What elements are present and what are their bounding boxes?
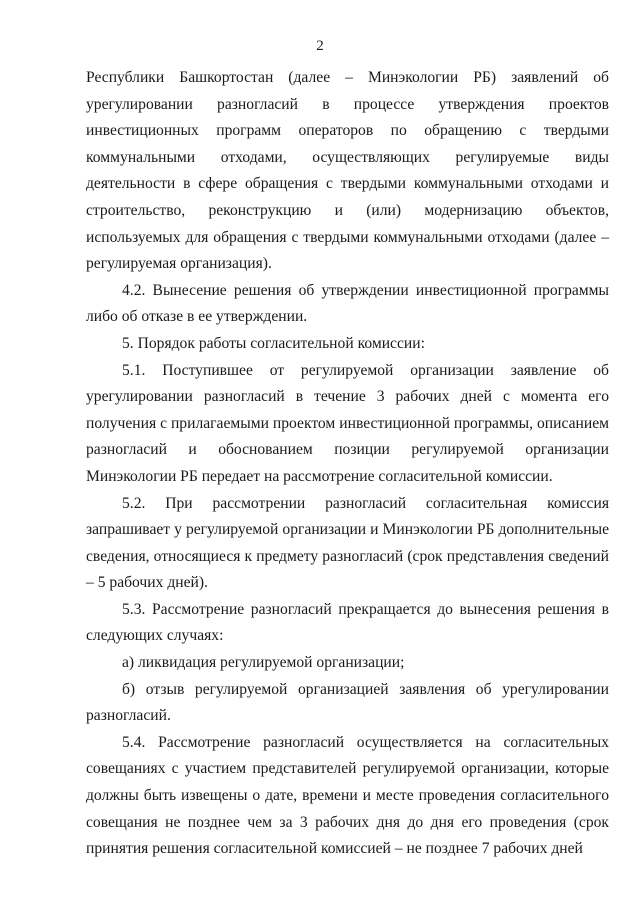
paragraph-5-1: 5.1. Поступившее от регулируемой организации заявление об урегулировании разногласий в течение 3 рабочих дней с момента его получения с прилагаемыми проектом инвестиционной программы, описанием разногласий и обоснованием позиции регулируемой организации Минэкологии РБ передает на рассмотрение согласительной комиссии. (86, 361, 609, 485)
page-number: 2 (316, 38, 324, 54)
paragraph-5: 5. Порядок работы согласительной комиссии: (122, 334, 425, 352)
document-body (86, 65, 609, 863)
paragraph-5-3: 5.3. Рассмотрение разногласий прекращается до вынесения решения в следующих случаях: (86, 600, 609, 645)
list-item-b: б) отзыв регулируемой организацией заявления об урегулировании разногласий. (86, 680, 609, 725)
paragraph-5-2: 5.2. При рассмотрении разногласий согласительная комиссия запрашивает у регулируемой организации и Минэкологии РБ дополнительные сведения, относящиеся к предмету разногласий (срок представления сведений – 5 рабочих дней). (86, 494, 609, 592)
paragraph-5-4: 5.4. Рассмотрение разногласий осуществляется на согласительных совещаниях с участием представителей регулируемой организации, которые должны быть извещены о дате, времени и месте проведения согласительного совещания не позднее чем за 3 рабочих дня до дня его проведения (срок принятия решения согласительной комиссией – не позднее 7 рабочих дней (86, 733, 609, 858)
paragraph-4-2: 4.2. Вынесение решения об утверждении инвестиционной программы либо об отказе в ее утверждении. (86, 281, 609, 326)
paragraph-continuation: Республики Башкортостан (далее – Минэкологии РБ) заявлений об урегулировании разногласий в процессе утверждения проектов инвестиционных программ операторов по обращению с твердыми коммунальными отходами, осуществляющих регулируемые виды деятельности в сфере обращения с твердыми коммунальными отходами и строительство, реконструкцию и (или) модернизацию объектов, используемых для обращения с твердыми коммунальными отходами (далее – регулируемая организация). (86, 69, 609, 273)
list-item-a: а) ликвидация регулируемой организации; (122, 654, 405, 672)
